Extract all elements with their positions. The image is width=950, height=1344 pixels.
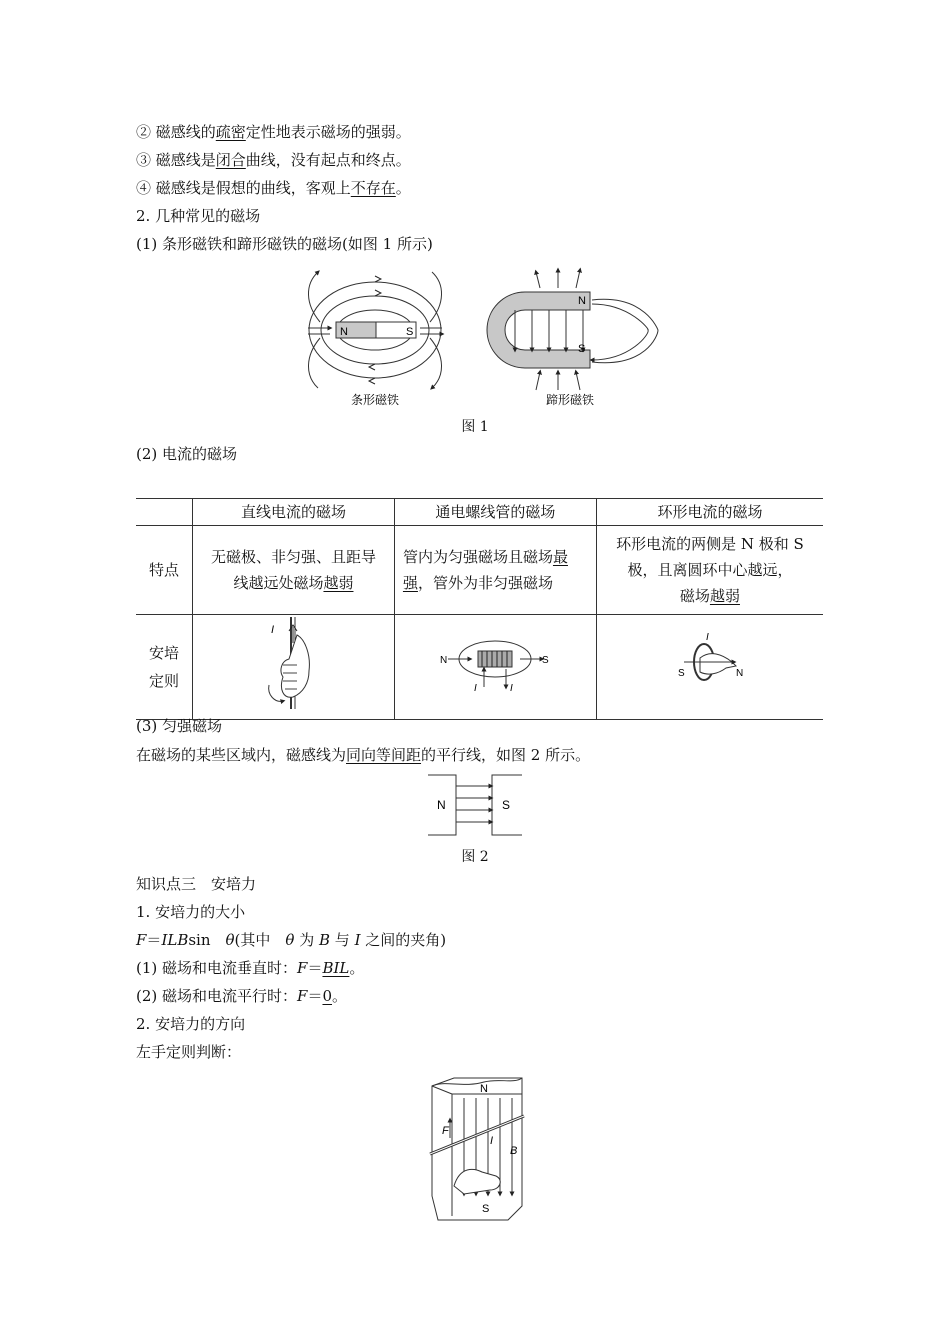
uniform-field-paragraph: 在磁场的某些区域内，磁感线为同向等间距的平行线，如图 2 所示。 [136, 746, 591, 764]
header-straight-current: 直线电流的磁场 [193, 499, 395, 526]
force-label: F [442, 1125, 449, 1137]
field-label: B [510, 1145, 518, 1157]
svg-text:S: S [677, 668, 685, 679]
heading-ampere-magnitude: 1. 安培力的大小 [136, 903, 246, 921]
cell-straight-features: 无磁极、非匀强、且距导 线越远处磁场越弱 [193, 526, 395, 615]
south-label: S [482, 1203, 490, 1215]
fig2-north-label: N [437, 798, 446, 812]
right-hand-straight-wire-icon [253, 615, 333, 711]
cell-loop-rule-image [596, 615, 823, 720]
svg-text:I: I [510, 683, 514, 693]
horseshoe-north-label: N [578, 295, 586, 307]
fig2-south-label: S [502, 798, 511, 812]
figure-1-magnets [300, 264, 660, 412]
subheading-uniform-field: (3) 匀强磁场 [136, 717, 223, 735]
heading-common-fields: 2. 几种常见的磁场 [136, 207, 261, 225]
cell-straight-rule-image [193, 615, 395, 720]
svg-text:I: I [271, 624, 275, 636]
bar-south-label: S [406, 326, 414, 338]
current-label: I [490, 1135, 494, 1147]
figure-1-caption: 图 1 [461, 419, 489, 435]
table-corner [136, 499, 193, 526]
point-4: ④ 磁感线是假想的曲线，客观上不存在。 [136, 179, 411, 197]
case-perpendicular: (1) 磁场和电流垂直时：F＝BIL。 [136, 959, 365, 977]
heading-ampere-direction: 2. 安培力的方向 [136, 1015, 246, 1033]
horseshoe-field-lines [515, 270, 658, 390]
cell-solenoid-features: 管内为匀强磁场且磁场最 强，管外为非匀强磁场 [394, 526, 596, 615]
cell-solenoid-rule-image [394, 615, 596, 720]
svg-text:N: N [440, 655, 448, 666]
horseshoe-magnet [487, 292, 590, 368]
solenoid-diagram-icon [440, 633, 550, 693]
left-hand-rule-figure [424, 1076, 528, 1222]
north-label: N [480, 1083, 488, 1095]
horseshoe-magnet-caption: 蹄形磁铁 [545, 393, 595, 407]
ampere-formula: F＝ILBsin θ(其中 θ 为 B 与 I 之间的夹角) [136, 931, 447, 949]
figure-2-caption: 图 2 [461, 849, 489, 865]
left-hand-rule-text: 左手定则判断： [136, 1043, 242, 1061]
current-field-table [136, 498, 823, 720]
knowledge-point-3: 知识点三 安培力 [136, 875, 257, 893]
cell-loop-features: 环形电流的两侧是 N 极和 S 极，且离圆环中心越远， 磁场越弱 [596, 526, 823, 615]
svg-text:S: S [542, 655, 550, 666]
point-3: ③ 磁感线是闭合曲线，没有起点和终点。 [136, 151, 411, 169]
svg-text:N: N [735, 668, 744, 679]
horseshoe-south-label: S [578, 343, 586, 355]
svg-text:I: I [705, 632, 709, 643]
subheading-magnets: (1) 条形磁铁和蹄形磁铁的磁场(如图 1 所示) [136, 235, 433, 253]
bar-magnet-caption: 条形磁铁 [350, 393, 400, 407]
header-loop-current: 环形电流的磁场 [596, 499, 823, 526]
subheading-current-field: (2) 电流的磁场 [136, 445, 238, 463]
figure-2-uniform-field [428, 774, 522, 836]
header-solenoid: 通电螺线管的磁场 [394, 499, 596, 526]
case-parallel: (2) 磁场和电流平行时：F＝0。 [136, 987, 348, 1005]
row-label-features: 特点 [136, 526, 193, 615]
row-label-ampere-rule: 安培 定则 [136, 615, 193, 720]
point-2: ② 磁感线的疏密定性地表示磁场的强弱。 [136, 123, 411, 141]
loop-current-diagram-icon [670, 628, 750, 698]
bar-north-label: N [340, 326, 348, 338]
svg-text:I: I [474, 683, 478, 693]
